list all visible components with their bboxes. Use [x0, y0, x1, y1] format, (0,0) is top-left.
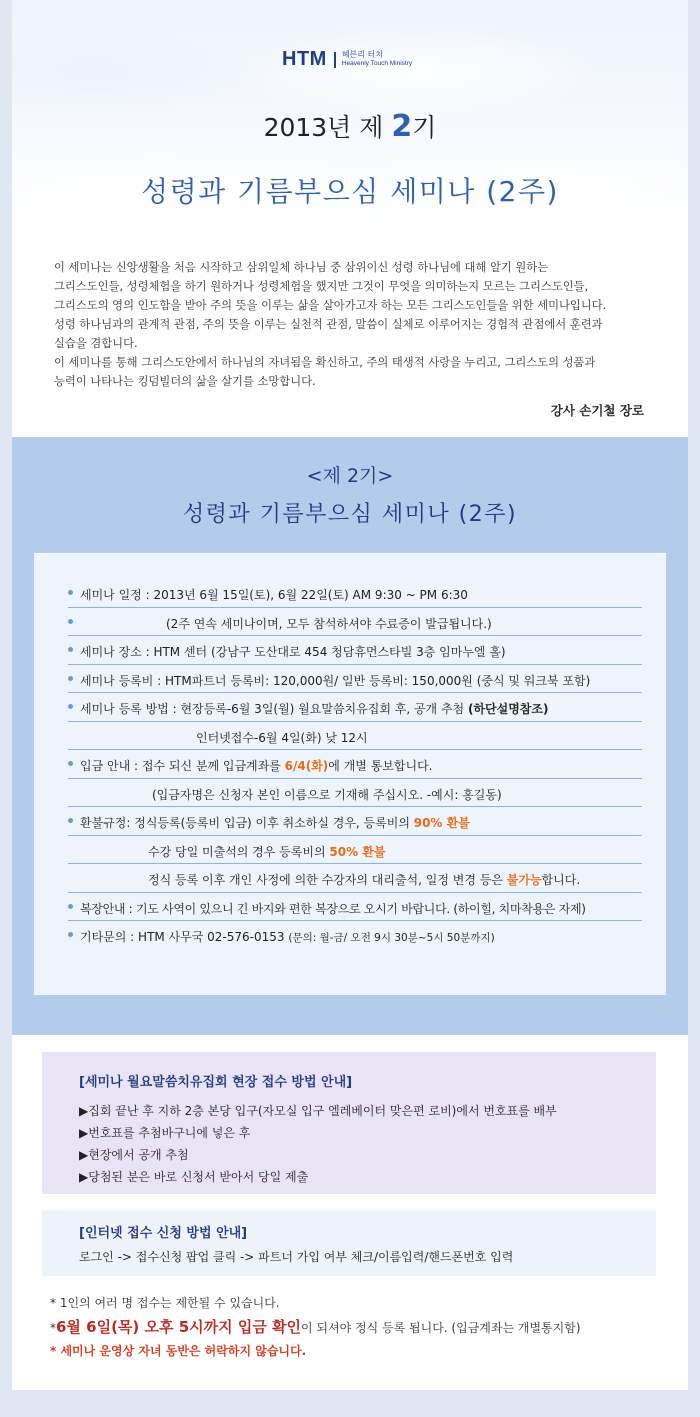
online-steps: 로그인 -> 접수신청 팝업 클릭 -> 파트너 가입 여부 체크/이름입력/핸드폰번호 입력 — [79, 1250, 514, 1264]
bullet-icon — [68, 704, 73, 709]
logo-htm: HTM — [282, 48, 327, 70]
info-row-deposit: 입금 안내 : 접수 되신 분께 입금계좌를 6/4(화)에 개별 통보합니다. — [68, 750, 642, 779]
bullet-icon — [68, 590, 73, 595]
bullet-icon — [68, 761, 73, 766]
seminar-section — [12, 437, 688, 1035]
logo-english: Heavenly Touch Ministry — [341, 60, 413, 68]
info-panel — [34, 553, 666, 995]
onsite-item: ▶현장에서 공개 추첨 — [79, 1148, 189, 1162]
flyer-card — [12, 0, 688, 1390]
section-subtitle: 성령과 기름부으심 세미나 (2주) — [182, 502, 518, 527]
header-banner — [12, 0, 688, 240]
note-children: * 세미나 운영상 자녀 동반은 허락하지 않습니다. — [50, 1344, 307, 1358]
online-title: [인터넷 접수 신청 방법 안내] — [79, 1226, 248, 1241]
logo-korean: 헤븐리 터치 — [341, 50, 384, 60]
onsite-item: ▶당첨된 분은 바로 신청서 받아서 당일 제출 — [79, 1170, 309, 1184]
info-row-schedule: 세미나 일정 : 2013년 6월 15일(토), 6월 22일(토) AM 9:30 ~ PM 6:30 — [68, 579, 642, 608]
logo-divider — [334, 52, 336, 68]
info-row-method-online: 인터넷접수-6월 4일(화) 낮 12시 — [68, 722, 642, 751]
page-title: 2013년 제 2기 — [263, 109, 437, 144]
info-row-refund-absent: 수강 당일 미출석의 경우 등록비의 50% 환불 — [68, 836, 642, 865]
speaker-name: 강사 손기철 장로 — [550, 403, 644, 418]
onsite-item: ▶집회 끝난 후 지하 2층 본당 입구(자모실 입구 엘레베이터 맞은편 로비)에서 번호표를 배부 — [79, 1104, 557, 1118]
info-row-refund: 환불규정: 정식등록(등록비 입금) 이후 취소하실 경우, 등록비의 90% 환불 — [68, 807, 642, 836]
note-deadline: *6월 6일(목) 오후 5시까지 입금 확인이 되셔야 정식 등록 됩니다. (입금계좌는 개별통지함) — [50, 1318, 581, 1336]
onsite-item: ▶번호표를 추첨바구니에 넣은 후 — [79, 1126, 251, 1140]
bullet-icon — [68, 619, 73, 624]
section-title: <제 2기> — [306, 465, 394, 487]
page-subtitle: 성령과 기름부으심 세미나 (2주) — [141, 175, 559, 208]
bullet-icon — [68, 904, 73, 909]
bullet-icon — [68, 647, 73, 652]
info-row-deposit-note: (입금자명은 신청자 본인 이름으로 기재해 주십시오. -예시: 홍길동) — [68, 779, 642, 808]
onsite-title: [세미나 월요말씀치유집회 현장 접수 방법 안내] — [79, 1075, 353, 1090]
info-row-refund-proxy: 정식 등록 이후 개인 사정에 의한 수강자의 대리출석, 일정 변경 등은 불가능합니다. — [68, 864, 642, 893]
info-row-schedule-note: (2주 연속 세미나이며, 모두 참석하셔야 수료증이 발급됩니다.) — [68, 608, 642, 637]
session-number: 2 — [391, 109, 413, 144]
htm-logo — [282, 48, 412, 71]
onsite-registration-box — [42, 1052, 656, 1194]
note-limit: * 1인의 여러 명 접수는 제한될 수 있습니다. — [50, 1296, 280, 1310]
deposit-date: 6/4(화) — [284, 759, 329, 773]
intro-text: 이 세미나는 신앙생활을 처음 시작하고 삼위일체 하나님 중 삼위이신 성령 하나님에 대해 알기 원하는 그리스도인들, 성령체험을 하기 원하거나 성령체험을 했지만 그것이 무엇을 의미하는지 모르는 그리스도인들, 그리스도의 영의 인도함을 받아 주의 뜻을 이루는 삶을 살아가고자 하는 모든 그리스도인들을 위한 세미나입니다. 성령 하나님과의 관계적 관점, 주의 뜻을 이루는 실천적 관점, 말씀이 실체로 이루어지는 경험적 관점에서 훈련과 실습을 겸합니다. 이 세미나를 통해 그리스도안에서 하나님의 자녀됨을 확신하고, 주의 태생적 사랑을 누리고, 그리스도의 성품과 능력이 나타나는 킹덤빌더의 삶을 살기를 소망합니다. — [54, 261, 607, 388]
info-row-dress: 복장안내 : 기도 사역이 있으니 긴 바지와 편한 복장으로 오시기 바랍니다. (하이힐, 치마착용은 자제) — [68, 893, 642, 922]
info-row-place: 세미나 장소 : HTM 센터 (강남구 도산대로 454 청담휴먼스타빌 3층 임마누엘 홀) — [68, 636, 642, 665]
bullet-icon — [68, 818, 73, 823]
info-row-contact: 기타문의 : HTM 사무국 02-576-0153 (문의: 월-금/ 오전 9시 30분~5시 50분까지) — [68, 921, 642, 950]
info-row-method: 세미나 등록 방법 : 현장등록-6월 3일(월) 월요말씀치유집회 후, 공개 추첨 (하단설명참조) — [68, 693, 642, 722]
info-row-fee: 세미나 등록비 : HTM파트너 등록비: 120,000원/ 일반 등록비: 150,000원 (중식 및 워크북 포함) — [68, 665, 642, 694]
online-registration-box — [42, 1210, 656, 1276]
bullet-icon — [68, 932, 73, 937]
bullet-icon — [68, 676, 73, 681]
